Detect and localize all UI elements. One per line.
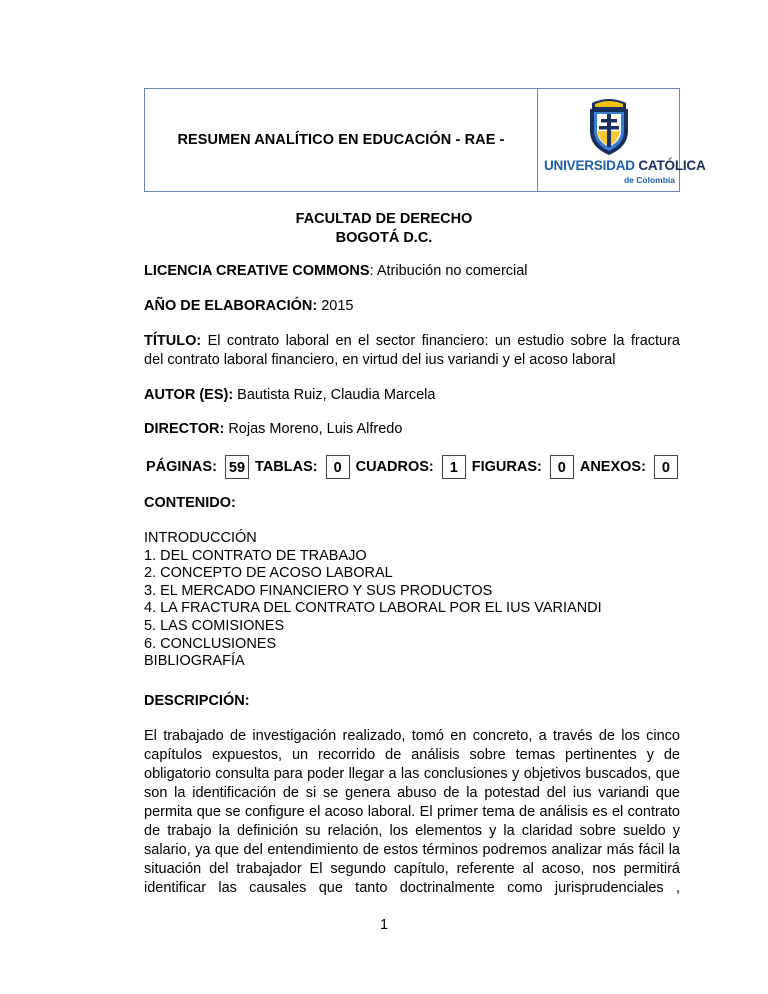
document-title: RESUMEN ANALÍTICO EN EDUCACIÓN - RAE -	[177, 132, 505, 148]
license-line: LICENCIA CREATIVE COMMONS: Atribución no comercial	[144, 263, 528, 279]
description-line: salario, ya que del entendimiento de estos términos podremos analizar más fácil la	[144, 842, 680, 858]
city-heading: BOGOTÁ D.C.	[335, 230, 433, 246]
tables-count: 0	[326, 455, 350, 479]
toc-item: BIBLIOGRAFÍA	[144, 653, 245, 670]
toc-item: INTRODUCCIÓN	[144, 530, 257, 546]
toc-item: 5. LAS COMISIONES	[144, 617, 285, 634]
author-line: AUTOR (ES): Bautista Ruiz, Claudia Marcela	[144, 387, 436, 403]
director-line: DIRECTOR: Rojas Moreno, Luis Alfredo	[144, 421, 403, 437]
description-heading: DESCRIPCIÓN:	[144, 693, 250, 709]
title-line-1: TÍTULO: El contrato laboral en el sector financiero: un estudio sobre la fractura	[144, 333, 680, 349]
toc-item: 1. DEL CONTRATO DE TRABAJO	[144, 547, 367, 564]
university-shield-icon	[586, 95, 632, 157]
toc-item: 2. CONCEPTO DE ACOSO LABORAL	[144, 565, 393, 582]
year-line: AÑO DE ELABORACIÓN: 2015	[144, 298, 354, 314]
description-line: permita que se configure el acoso laboral. El primer tema de análisis es el contrato	[144, 804, 680, 820]
toc-item: 6. CONCLUSIONES	[144, 635, 277, 652]
figures-label: FIGURAS:	[471, 459, 542, 475]
pages-label: PÁGINAS:	[146, 459, 217, 475]
content-heading: CONTENIDO:	[144, 495, 236, 511]
header-box	[144, 88, 706, 192]
counts-row	[144, 455, 682, 479]
cuadros-count: 1	[442, 455, 466, 479]
description-line: obligatorio consulta para poder llegar a las conclusiones y objetivos buscados, que	[144, 766, 680, 782]
logo-cell	[538, 89, 706, 191]
pages-count: 59	[225, 455, 249, 479]
toc-item: 4. LA FRACTURA DEL CONTRATO LABORAL POR EL IUS VARIANDI	[144, 600, 602, 617]
description-line: capítulos expuestos, un recorrido de análisis sobre temas pertinentes y de	[144, 747, 680, 763]
title-line-2: del contrato laboral financiero, en virtud del ius variandi y el acoso laboral	[144, 352, 616, 368]
university-subtitle: de Colombia	[623, 175, 675, 185]
header-title-cell	[145, 89, 538, 191]
faculty-heading: FACULTAD DE DERECHO	[295, 211, 473, 227]
annexes-count: 0	[654, 455, 678, 479]
tables-label: TABLAS:	[255, 459, 318, 475]
description-line: de trabajo la definición su relación, los elementos y la claridad sobre sueldo y	[144, 823, 680, 839]
figures-count: 0	[550, 455, 574, 479]
description-line: situación del trabajador El segundo capítulo, referente al acoso, nos permitirá	[144, 861, 680, 877]
description-line: son la identificación de si se genera abuso de la potestad del ius variandi que	[144, 785, 680, 801]
table-of-contents	[144, 530, 602, 671]
toc-item: 3. EL MERCADO FINANCIERO Y SUS PRODUCTOS	[144, 582, 493, 599]
cuadros-label: CUADROS:	[355, 459, 434, 475]
description-line: El trabajado de investigación realizado, tomó en concreto, a través de los cinco	[144, 728, 680, 744]
page-number: 1	[379, 917, 389, 933]
university-name: UNIVERSIDAD CATÓLICA	[544, 158, 706, 173]
annexes-label: ANEXOS:	[579, 459, 646, 475]
description-line: identificar las causales que tanto doctrinalmente como jurisprudenciales ,	[144, 880, 680, 896]
